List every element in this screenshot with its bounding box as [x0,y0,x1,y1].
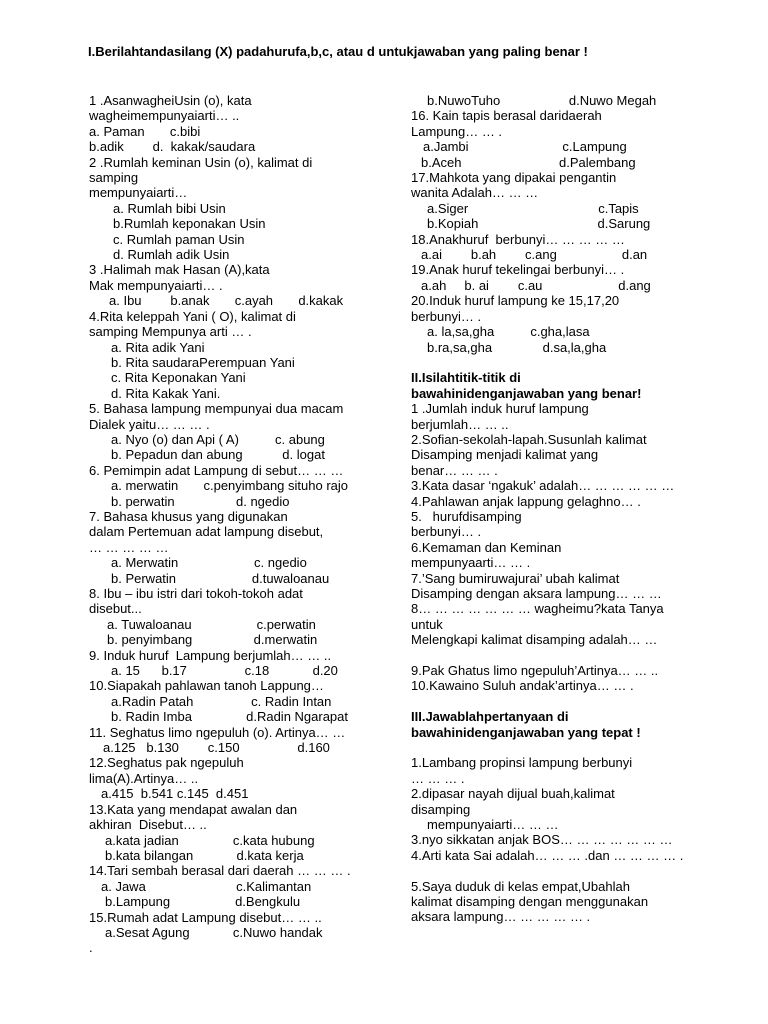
left-line-5: 2 .Rumlah keminan Usin (o), kalimat di [89,154,313,170]
left-line-6: samping [89,170,139,186]
left-line-12: 3 .Halimah mak Hasan (A),kata [89,262,270,278]
left-line-34: disebut... [89,601,142,617]
left-line-18: b. Rita saudaraPerempuan Yani [111,354,295,370]
right-line-29: berbunyi… . [411,524,482,540]
left-line-3: a. Paman c.bibi [89,123,201,139]
right-line-42: bawahinidenganjawaban yang tepat ! [411,724,641,740]
right-column [411,93,711,925]
left-line-23: a. Nyo (o) dan Api ( A) c. abung [111,431,325,447]
right-line-50: 4.Arti kata Sai adalah… … … .dan … … … … . [411,847,684,863]
right-line-51 [411,863,711,878]
left-line-33: 8. Ibu – ibu istri dari tokoh-tokoh adat [89,586,303,601]
right-line-1: b.NuwoTuho d.Nuwo Megah [427,93,657,108]
left-line-38: a. 15 b.17 c.18 d.20 [111,663,338,679]
right-line-13: a.ah b. ai c.au d.ang [421,277,651,293]
left-line-14: a. Ibu b.anak c.ayah d.kakak [109,293,344,309]
left-line-19: c. Rita Keponakan Yani [111,370,246,386]
left-line-28: 7. Bahasa khusus yang digunakan [89,508,288,524]
left-line-10: c. Rumlah paman Usin [113,231,245,247]
left-line-54: 15.Rumah adat Lampung disebut… … .. [89,909,322,925]
right-line-52: 5.Saya duduk di kelas empat,Ubahlah [411,878,630,894]
right-line-54: aksara lampung… … … … … . [411,909,591,925]
right-line-30: 6.Kemaman dan Keminan [411,539,562,555]
right-line-31: mempunyaarti… … . [411,555,531,571]
right-line-3: Lampung… … . [411,123,503,139]
left-line-8: a. Rumlah bibi Usin [113,200,226,216]
right-line-45: … … … . [411,770,465,786]
right-line-5: b.Aceh d.Palembang [421,154,636,170]
left-line-13: Mak mempunyaiarti… . [89,277,223,293]
left-line-41: b. Radin Imba d.Radin Ngarapat [111,709,349,725]
left-line-47: 13.Kata yang mendapat awalan dan [89,801,298,817]
left-line-46: a.415 b.541 c.145 d.451 [101,786,249,802]
left-line-53: b.Lampung d.Bengkulu [105,894,301,910]
right-line-15: berbunyi… . [411,308,482,324]
left-line-30: … … … … … [89,539,169,555]
right-line-47: disamping [411,801,471,817]
left-line-40: a.Radin Patah c. Radin Intan [111,693,332,709]
right-line-35: untuk [411,616,443,632]
right-line-14: 20.Induk huruf lampung ke 15,17,20 [411,293,620,309]
right-line-32: 7.’Sang bumiruwajurai’ ubah kalimat [411,570,620,586]
left-line-29: dalam Pertemuan adat lampung disebut, [89,524,324,540]
left-line-32: b. Perwatin d.tuwaloanau [111,570,330,586]
right-line-18 [411,355,711,370]
right-line-44: 1.Lambang propinsi lampung berbunyi [411,755,633,771]
right-line-43 [411,740,711,755]
left-line-24: b. Pepadun dan abung d. logat [111,447,325,463]
left-line-1: 1 .AsanwagheiUsin (o), kata [89,93,252,108]
right-line-6: 17.Mahkota yang dipakai pengantin [411,170,617,186]
left-line-26: a. merwatin c.penyimbang situho rajo [111,478,349,494]
left-line-4: b.adik d. kakak/saudara [89,139,256,155]
right-line-7: wanita Adalah… … … [411,185,539,201]
left-line-56: . [89,940,93,956]
left-line-52: a. Jawa c.Kalimantan [101,878,312,894]
left-line-45: lima(A).Artinya… .. [89,770,199,786]
left-line-43: a.125 b.130 c.150 d.160 [103,740,330,756]
right-line-34: 8… … … … … … … wagheimu?kata Tanya [411,601,664,617]
right-line-53: kalimat disamping dengan menggunakan [411,894,649,910]
left-line-39: 10.Siapakah pahlawan tanoh Lappung… [89,678,324,694]
right-line-9: b.Kopiah d.Sarung [427,216,651,232]
left-line-37: 9. Induk huruf Lampung berjumlah… … .. [89,647,332,663]
left-line-2: wagheimempunyaiarti… .. [89,108,240,124]
right-line-12: 19.Anak huruf tekelingai berbunyi… . [411,262,625,278]
left-line-22: Dialek yaitu… … … . [89,416,210,432]
left-line-50: b.kata bilangan d.kata kerja [105,847,304,863]
right-line-8: a.Siger c.Tapis [427,200,639,216]
left-line-36: b. penyimbang d.merwatin [107,632,318,648]
left-line-49: a.kata jadian c.kata hubung [105,832,315,848]
right-line-48: mempunyaiarti… … … [427,817,559,833]
right-line-38: 9.Pak Ghatus limo ngepuluh’Artinya… … .. [411,663,659,678]
left-line-35: a. Tuwaloanau c.perwatin [107,616,316,632]
right-line-24: Disamping menjadi kalimat yang [411,447,599,463]
right-line-20: bawahinidenganjawaban yang benar! [411,385,642,401]
left-line-44: 12.Seghatus pak ngepuluh [89,755,244,771]
left-line-31: a. Merwatin c. ngedio [111,555,307,571]
right-line-4: a.Jambi c.Lampung [423,139,627,155]
left-line-16: samping Mempunya arti … . [89,324,252,340]
right-line-2: 16. Kain tapis berasal daridaerah [411,108,602,124]
right-line-21: 1 .Jumlah induk huruf lampung [411,401,589,417]
left-line-55: a.Sesat Agung c.Nuwo handak [105,924,323,940]
left-line-21: 5. Bahasa lampung mempunyai dua macam [89,401,344,417]
left-line-9: b.Rumlah keponakan Usin [113,216,266,232]
left-column [89,93,395,956]
right-line-28: 5. hurufdisamping [411,508,522,524]
left-line-27: b. perwatin d. ngedio [111,493,290,509]
left-line-17: a. Rita adik Yani [111,339,205,355]
left-line-15: 4.Rita keleppah Yani ( O), kalimat di [89,308,296,324]
right-line-26: 3.Kata dasar ‘ngakuk’ adalah… … … … … … [411,478,675,494]
left-line-11: d. Rumlah adik Usin [113,247,230,263]
right-line-27: 4.Pahlawan anjak lappung gelaghno… . [411,493,641,509]
section-one-heading: I.Berilahtandasilang (X) padahurufa,b,c, atau d untukjawaban yang paling benar ! [88,44,588,59]
right-line-10: 18.Anakhuruf berbunyi… … … … … [411,231,625,247]
left-line-48: akhiran Disebut… .. [89,817,207,833]
right-line-39: 10.Kawaino Suluh andak’artinya… … . [411,678,634,694]
left-line-7: mempunyaiarti… [89,185,188,201]
right-line-17: b.ra,sa,gha d.sa,la,gha [427,339,607,355]
right-line-46: 2.dipasar nayah dijual buah,kalimat [411,786,615,802]
right-line-33: Disamping dengan aksara lampung… … … [411,585,662,601]
left-line-20: d. Rita Kakak Yani. [111,385,221,401]
right-line-16: a. la,sa,gha c.gha,lasa [427,324,590,340]
right-line-11: a.ai b.ah c.ang d.an [421,247,648,263]
right-line-49: 3.nyo sikkatan anjak BOS… … … … … … … [411,832,673,848]
right-line-41: III.Jawablahpertanyaan di [411,709,569,725]
right-line-37 [411,648,711,663]
right-line-36: Melengkapi kalimat disamping adalah… … [411,632,658,648]
right-line-23: 2.Sofian-sekolah-lapah.Susunlah kalimat [411,431,647,447]
right-line-22: berjumlah… … .. [411,416,509,432]
right-line-25: benar… … … . [411,462,498,478]
right-line-19: II.Isilahtitik-titik di [411,370,521,386]
right-line-40 [411,694,711,709]
left-line-51: 14.Tari sembah berasal dari daerah … … … . [89,863,351,879]
left-line-25: 6. Pemimpin adat Lampung di sebut… … … [89,462,344,478]
left-line-42: 11. Seghatus limo ngepuluh (o). Artinya… … [89,724,346,740]
